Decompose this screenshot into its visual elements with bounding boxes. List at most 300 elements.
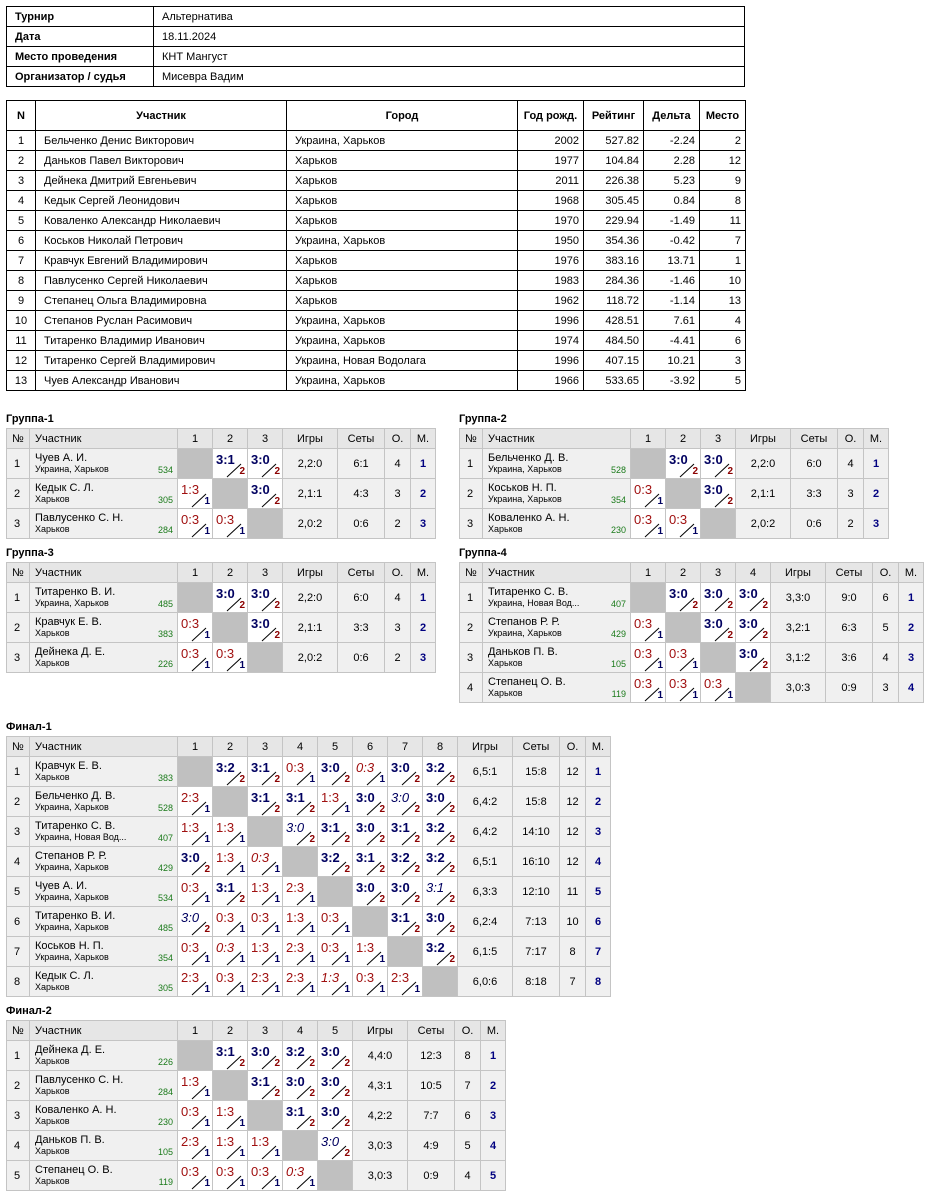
rr-score-cell bbox=[423, 907, 458, 937]
rr-points: 11 bbox=[560, 877, 586, 907]
score-sets: 3:0 bbox=[286, 819, 305, 835]
score-points: 2 bbox=[727, 495, 733, 507]
match-score bbox=[423, 818, 457, 846]
final-1-block bbox=[6, 720, 611, 997]
match-score bbox=[213, 818, 247, 846]
rr-rating: 284 bbox=[157, 525, 173, 535]
participants-header: Город bbox=[287, 101, 518, 131]
score-sets: 0:3 bbox=[286, 1163, 305, 1179]
rr-num: 4 bbox=[7, 1131, 30, 1161]
rr-score-cell bbox=[283, 967, 318, 997]
rr-name: Кравчук Е. В. bbox=[35, 616, 102, 628]
rr-row bbox=[460, 643, 924, 673]
rr-score-cell bbox=[213, 817, 248, 847]
score-points: 1 bbox=[204, 659, 210, 671]
rr-row bbox=[460, 613, 924, 643]
score-points: 1 bbox=[657, 495, 663, 507]
rr-points: 10 bbox=[560, 907, 586, 937]
rr-score-cell bbox=[248, 1041, 283, 1071]
rr-participant bbox=[30, 613, 178, 643]
match-score bbox=[283, 788, 317, 816]
match-score bbox=[631, 644, 665, 672]
rr-rating: 305 bbox=[157, 495, 173, 505]
rr-header-opponent: 1 bbox=[178, 737, 213, 757]
rr-rating: 119 bbox=[611, 689, 626, 699]
match-score bbox=[213, 644, 247, 672]
match-score bbox=[178, 938, 212, 966]
score-sets: 3:2 bbox=[426, 819, 445, 835]
rr-row bbox=[460, 583, 924, 613]
rr-score-cell bbox=[701, 583, 736, 613]
score-points: 2 bbox=[274, 1057, 280, 1069]
score-sets: 3:1 bbox=[216, 879, 235, 895]
rr-rating: 226 bbox=[157, 1057, 173, 1067]
rr-self-cell bbox=[283, 847, 318, 877]
rr-sets: 4:9 bbox=[408, 1131, 455, 1161]
participant-cell: 7.61 bbox=[644, 311, 700, 331]
match-score bbox=[318, 1132, 352, 1160]
group-1-block bbox=[6, 412, 436, 539]
match-score bbox=[353, 818, 387, 846]
score-sets: 0:3 bbox=[321, 939, 340, 955]
info-key: Дата bbox=[7, 27, 154, 47]
participant-row bbox=[7, 251, 746, 271]
score-sets: 3:0 bbox=[704, 615, 723, 631]
rr-header-games: Игры bbox=[771, 563, 826, 583]
score-sets: 3:1 bbox=[216, 1043, 235, 1059]
participant-cell: 8 bbox=[7, 271, 36, 291]
rr-sets: 0:9 bbox=[408, 1161, 455, 1191]
rr-score-cell bbox=[353, 817, 388, 847]
match-score bbox=[178, 644, 212, 672]
rr-num: 2 bbox=[7, 1071, 30, 1101]
match-score bbox=[388, 818, 422, 846]
score-sets: 3:2 bbox=[286, 1043, 305, 1059]
match-score bbox=[248, 614, 282, 642]
participants-header: Рейтинг bbox=[584, 101, 644, 131]
participant-cell: 5.23 bbox=[644, 171, 700, 191]
rr-header-sets: Сеты bbox=[513, 737, 560, 757]
rr-num: 2 bbox=[7, 787, 30, 817]
rr-header-place: М. bbox=[481, 1021, 506, 1041]
participant-cell: 12 bbox=[7, 351, 36, 371]
score-points: 1 bbox=[344, 923, 350, 935]
participant-row bbox=[7, 191, 746, 211]
score-points: 2 bbox=[344, 1117, 350, 1129]
score-points: 2 bbox=[762, 659, 768, 671]
score-sets: 3:0 bbox=[251, 1043, 270, 1059]
score-sets: 3:1 bbox=[286, 789, 305, 805]
rr-score-cell bbox=[213, 509, 248, 539]
score-points: 2 bbox=[239, 599, 245, 611]
score-sets: 1:3 bbox=[356, 939, 375, 955]
match-score bbox=[318, 788, 352, 816]
rr-header-place: М. bbox=[586, 737, 611, 757]
match-score bbox=[248, 788, 282, 816]
score-points: 2 bbox=[692, 599, 698, 611]
score-points: 1 bbox=[274, 1177, 280, 1189]
rr-city: Украина, Харьков bbox=[488, 464, 562, 474]
rr-place: 1 bbox=[411, 583, 436, 613]
rr-points: 4 bbox=[455, 1161, 481, 1191]
info-value: КНТ Мангуст bbox=[154, 47, 745, 67]
rr-points: 3 bbox=[873, 673, 899, 703]
rr-points: 4 bbox=[385, 583, 411, 613]
participant-cell: 1950 bbox=[518, 231, 584, 251]
match-score bbox=[423, 908, 457, 936]
rr-sets: 12:10 bbox=[513, 877, 560, 907]
participant-cell: 229.94 bbox=[584, 211, 644, 231]
score-points: 1 bbox=[204, 495, 210, 507]
rr-score-cell bbox=[248, 1131, 283, 1161]
rr-header-place: М. bbox=[899, 563, 924, 583]
participant-row bbox=[7, 331, 746, 351]
participant-cell: Дейнека Дмитрий Евгеньевич bbox=[36, 171, 287, 191]
rr-score-cell bbox=[248, 847, 283, 877]
rr-row bbox=[7, 449, 436, 479]
rr-header-games: Игры bbox=[283, 429, 338, 449]
score-points: 2 bbox=[344, 773, 350, 785]
score-sets: 0:3 bbox=[251, 1163, 270, 1179]
rr-points: 3 bbox=[385, 479, 411, 509]
score-points: 1 bbox=[309, 773, 315, 785]
participant-cell: 1983 bbox=[518, 271, 584, 291]
score-sets: 1:3 bbox=[216, 819, 235, 835]
score-sets: 1:3 bbox=[216, 1103, 235, 1119]
match-score bbox=[248, 1072, 282, 1100]
participant-cell: 527.82 bbox=[584, 131, 644, 151]
rr-city: Харьков bbox=[35, 494, 70, 504]
rr-rating: 528 bbox=[157, 803, 173, 813]
score-sets: 3:0 bbox=[704, 481, 723, 497]
rr-header-row bbox=[7, 737, 611, 757]
match-score bbox=[248, 938, 282, 966]
rr-games: 4,4:0 bbox=[353, 1041, 408, 1071]
participant-cell: Бельченко Денис Викторович bbox=[36, 131, 287, 151]
rr-header-row bbox=[7, 563, 436, 583]
info-row bbox=[7, 47, 745, 67]
rr-games: 6,5:1 bbox=[458, 847, 513, 877]
score-sets: 2:3 bbox=[286, 969, 305, 985]
rr-row bbox=[460, 509, 889, 539]
rr-self-cell bbox=[178, 757, 213, 787]
rr-sets: 0:9 bbox=[826, 673, 873, 703]
score-sets: 3:0 bbox=[251, 451, 270, 467]
rr-self-cell bbox=[353, 907, 388, 937]
score-points: 1 bbox=[657, 525, 663, 537]
rr-header-name: Участник bbox=[30, 1021, 178, 1041]
match-score bbox=[283, 878, 317, 906]
rr-place: 3 bbox=[899, 643, 924, 673]
rr-city: Харьков bbox=[35, 982, 70, 992]
rr-header-sets: Сеты bbox=[826, 563, 873, 583]
score-sets: 0:3 bbox=[181, 1163, 200, 1179]
rr-place: 1 bbox=[586, 757, 611, 787]
score-points: 1 bbox=[414, 983, 420, 995]
rr-row bbox=[7, 967, 611, 997]
score-sets: 0:3 bbox=[634, 615, 653, 631]
score-points: 1 bbox=[692, 689, 698, 701]
rr-score-cell bbox=[631, 643, 666, 673]
match-score bbox=[353, 878, 387, 906]
score-sets: 3:0 bbox=[669, 585, 688, 601]
rr-games: 2,1:1 bbox=[736, 479, 791, 509]
match-score bbox=[631, 614, 665, 642]
rr-sets: 14:10 bbox=[513, 817, 560, 847]
participant-cell: 13.71 bbox=[644, 251, 700, 271]
score-points: 2 bbox=[309, 1117, 315, 1129]
score-sets: 3:1 bbox=[321, 819, 340, 835]
participant-cell: -1.46 bbox=[644, 271, 700, 291]
score-sets: 3:1 bbox=[216, 451, 235, 467]
rr-header-num: № bbox=[7, 563, 30, 583]
match-score bbox=[423, 788, 457, 816]
rr-self-cell bbox=[666, 613, 701, 643]
score-sets: 3:1 bbox=[391, 909, 410, 925]
participant-cell: 1962 bbox=[518, 291, 584, 311]
rr-row bbox=[7, 1041, 506, 1071]
participant-cell: 5 bbox=[700, 371, 746, 391]
rr-score-cell bbox=[213, 847, 248, 877]
rr-self-cell bbox=[283, 1131, 318, 1161]
participant-cell: 10 bbox=[700, 271, 746, 291]
match-score bbox=[178, 510, 212, 538]
rr-self-cell bbox=[248, 1101, 283, 1131]
match-score bbox=[283, 1102, 317, 1130]
score-points: 1 bbox=[204, 953, 210, 965]
rr-score-cell bbox=[631, 479, 666, 509]
rr-num: 2 bbox=[460, 613, 483, 643]
rr-participant bbox=[30, 479, 178, 509]
rr-score-cell bbox=[701, 479, 736, 509]
rr-city: Харьков bbox=[488, 658, 523, 668]
score-sets: 3:0 bbox=[321, 1133, 340, 1149]
rr-participant bbox=[483, 449, 631, 479]
participant-cell: 407.15 bbox=[584, 351, 644, 371]
rr-score-cell bbox=[283, 907, 318, 937]
score-points: 1 bbox=[239, 833, 245, 845]
rr-name: Титаренко С. В. bbox=[488, 586, 569, 598]
rr-place: 5 bbox=[586, 877, 611, 907]
rr-header-opponent: 3 bbox=[701, 429, 736, 449]
rr-name: Титаренко В. И. bbox=[35, 586, 116, 598]
match-score bbox=[318, 1102, 352, 1130]
rr-city: Украина, Харьков bbox=[35, 922, 109, 932]
match-score bbox=[388, 788, 422, 816]
score-sets: 0:3 bbox=[181, 939, 200, 955]
score-sets: 3:0 bbox=[391, 879, 410, 895]
rr-place: 2 bbox=[899, 613, 924, 643]
rr-place: 3 bbox=[411, 509, 436, 539]
score-sets: 3:0 bbox=[739, 645, 758, 661]
participant-cell: Украина, Харьков bbox=[287, 231, 518, 251]
match-score bbox=[318, 938, 352, 966]
rr-games: 2,1:1 bbox=[283, 613, 338, 643]
rr-sets: 0:6 bbox=[338, 643, 385, 673]
participant-cell: -1.49 bbox=[644, 211, 700, 231]
rr-place: 7 bbox=[586, 937, 611, 967]
rr-points: 4 bbox=[873, 643, 899, 673]
rr-name: Чуев А. И. bbox=[35, 880, 88, 892]
rr-header-opponent: 1 bbox=[631, 429, 666, 449]
rr-city: Украина, Харьков bbox=[35, 598, 109, 608]
score-points: 2 bbox=[274, 465, 280, 477]
match-score bbox=[248, 1162, 282, 1190]
participant-cell: 2 bbox=[7, 151, 36, 171]
rr-self-cell bbox=[178, 449, 213, 479]
rr-name: Дейнека Д. Е. bbox=[35, 646, 106, 658]
rr-header-name: Участник bbox=[30, 429, 178, 449]
score-points: 2 bbox=[274, 599, 280, 611]
rr-score-cell bbox=[213, 643, 248, 673]
score-points: 2 bbox=[414, 923, 420, 935]
participant-cell: 305.45 bbox=[584, 191, 644, 211]
rr-sets: 8:18 bbox=[513, 967, 560, 997]
rr-score-cell bbox=[248, 937, 283, 967]
participant-cell: 533.65 bbox=[584, 371, 644, 391]
score-sets: 0:3 bbox=[216, 969, 235, 985]
score-sets: 3:1 bbox=[251, 789, 270, 805]
rr-self-cell bbox=[318, 1161, 353, 1191]
rr-points: 2 bbox=[385, 509, 411, 539]
group-title: Финал-1 bbox=[6, 721, 52, 733]
score-sets: 3:0 bbox=[356, 879, 375, 895]
score-points: 2 bbox=[449, 773, 455, 785]
score-points: 2 bbox=[449, 923, 455, 935]
rr-score-cell bbox=[318, 787, 353, 817]
rr-participant bbox=[30, 817, 178, 847]
score-sets: 3:0 bbox=[181, 849, 200, 865]
rr-score-cell bbox=[213, 1101, 248, 1131]
rr-name: Коськов Н. П. bbox=[35, 940, 104, 952]
match-score bbox=[178, 1102, 212, 1130]
rr-score-cell bbox=[666, 509, 701, 539]
rr-header-opponent: 1 bbox=[178, 1021, 213, 1041]
rr-header-games: Игры bbox=[736, 429, 791, 449]
participant-cell: 1976 bbox=[518, 251, 584, 271]
match-score bbox=[283, 818, 317, 846]
rr-name: Даньков П. В. bbox=[35, 1134, 105, 1146]
rr-participant bbox=[30, 907, 178, 937]
score-sets: 3:1 bbox=[286, 1103, 305, 1119]
rr-games: 6,1:5 bbox=[458, 937, 513, 967]
rr-num: 1 bbox=[7, 757, 30, 787]
rr-place: 3 bbox=[586, 817, 611, 847]
rr-header-games: Игры bbox=[458, 737, 513, 757]
score-sets: 0:3 bbox=[216, 1163, 235, 1179]
rr-name: Бельченко Д. В. bbox=[35, 790, 116, 802]
rr-points: 6 bbox=[455, 1101, 481, 1131]
score-sets: 3:1 bbox=[251, 759, 270, 775]
score-points: 1 bbox=[379, 773, 385, 785]
participants-header: Год рожд. bbox=[518, 101, 584, 131]
rr-header-sets: Сеты bbox=[338, 563, 385, 583]
rr-participant bbox=[483, 673, 631, 703]
rr-score-cell bbox=[283, 1071, 318, 1101]
score-sets: 0:3 bbox=[251, 909, 270, 925]
participant-cell: 1966 bbox=[518, 371, 584, 391]
score-sets: 1:3 bbox=[216, 1133, 235, 1149]
rr-points: 5 bbox=[873, 613, 899, 643]
rr-games: 4,2:2 bbox=[353, 1101, 408, 1131]
rr-header-points: О. bbox=[455, 1021, 481, 1041]
score-sets: 0:3 bbox=[181, 879, 200, 895]
rr-games: 6,3:3 bbox=[458, 877, 513, 907]
rr-rating: 534 bbox=[157, 465, 173, 475]
match-score bbox=[248, 1042, 282, 1070]
score-points: 1 bbox=[239, 983, 245, 995]
rr-points: 12 bbox=[560, 817, 586, 847]
rr-name: Бельченко Д. В. bbox=[488, 452, 569, 464]
group-2-block bbox=[459, 412, 889, 539]
participant-cell: Украина, Новая Водолага bbox=[287, 351, 518, 371]
rr-name: Коськов Н. П. bbox=[488, 482, 557, 494]
match-score bbox=[701, 674, 735, 702]
rr-games: 2,1:1 bbox=[283, 479, 338, 509]
score-points: 1 bbox=[239, 1117, 245, 1129]
group-title: Группа-3 bbox=[6, 547, 54, 559]
rr-rating: 105 bbox=[157, 1147, 173, 1157]
score-sets: 2:3 bbox=[286, 879, 305, 895]
match-score bbox=[178, 878, 212, 906]
rr-rating: 230 bbox=[157, 1117, 173, 1127]
score-points: 1 bbox=[239, 1147, 245, 1159]
participant-cell: 1968 bbox=[518, 191, 584, 211]
participant-cell: 6 bbox=[700, 331, 746, 351]
score-points: 2 bbox=[449, 803, 455, 815]
rr-score-cell bbox=[631, 509, 666, 539]
rr-row bbox=[7, 1101, 506, 1131]
score-points: 2 bbox=[344, 833, 350, 845]
score-points: 2 bbox=[309, 1087, 315, 1099]
score-points: 2 bbox=[414, 893, 420, 905]
rr-self-cell bbox=[666, 479, 701, 509]
rr-header-num: № bbox=[460, 429, 483, 449]
rr-score-cell bbox=[178, 1071, 213, 1101]
participant-cell: -0.42 bbox=[644, 231, 700, 251]
match-score bbox=[248, 450, 282, 478]
rr-score-cell bbox=[666, 449, 701, 479]
group-title: Финал-2 bbox=[6, 1005, 52, 1017]
rr-self-cell bbox=[178, 583, 213, 613]
participant-cell: 4 bbox=[700, 311, 746, 331]
rr-city: Украина, Харьков bbox=[35, 952, 109, 962]
participant-cell: Даньков Павел Викторович bbox=[36, 151, 287, 171]
match-score bbox=[701, 614, 735, 642]
rr-score-cell bbox=[213, 877, 248, 907]
rr-rating: 407 bbox=[157, 833, 173, 843]
score-sets: 0:3 bbox=[634, 675, 653, 691]
match-score bbox=[423, 758, 457, 786]
match-score bbox=[283, 938, 317, 966]
rr-num: 1 bbox=[7, 449, 30, 479]
rr-city: Украина, Харьков bbox=[488, 628, 562, 638]
rr-games: 3,1:2 bbox=[771, 643, 826, 673]
rr-name: Дейнека Д. Е. bbox=[35, 1044, 106, 1056]
score-points: 1 bbox=[204, 1087, 210, 1099]
rr-sets: 12:3 bbox=[408, 1041, 455, 1071]
participant-row bbox=[7, 311, 746, 331]
rr-games: 6,4:2 bbox=[458, 817, 513, 847]
score-points: 2 bbox=[344, 1057, 350, 1069]
match-score bbox=[178, 788, 212, 816]
score-sets: 0:3 bbox=[634, 645, 653, 661]
match-score bbox=[736, 614, 770, 642]
participant-cell: 1996 bbox=[518, 351, 584, 371]
score-points: 2 bbox=[344, 863, 350, 875]
score-sets: 1:3 bbox=[181, 481, 200, 497]
rr-score-cell bbox=[283, 1161, 318, 1191]
